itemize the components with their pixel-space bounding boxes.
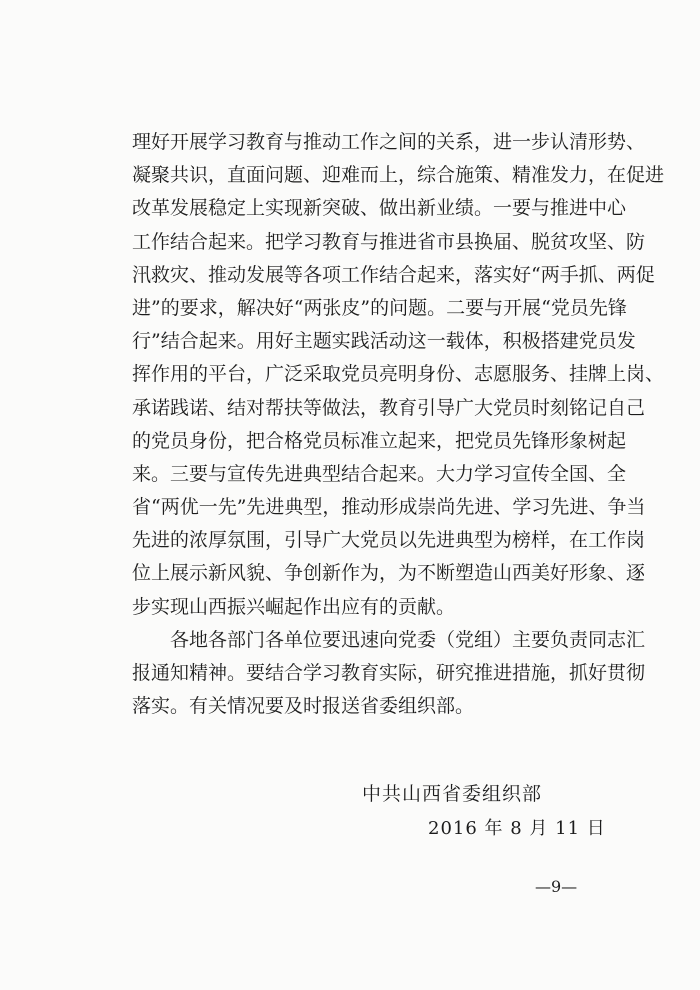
body-line-1: 理好开展学习教育与推动工作之间的关系，进一步认清形势、 xyxy=(132,131,646,153)
body-line-2: 凝聚共识，直面问题、迎难而上，综合施策、精准发力，在促进 xyxy=(132,164,665,187)
body-line-18: 落实。有关情况要及时报送省委组织部。 xyxy=(132,695,475,718)
body-line-14: 位上展示新风貌、争创新作为，为不断塑造山西美好形象、逐 xyxy=(132,562,646,585)
body-line-7: 行”结合起来。用好主题实践活动这一载体，积极搭建党员发 xyxy=(132,330,636,353)
body-line-17: 报通知精神。要结合学习教育实际，研究推进措施，抓好贯彻 xyxy=(132,662,646,684)
body-line-4: 工作结合起来。把学习教育与推进省市县换届、脱贫攻坚、防 xyxy=(132,230,646,253)
body-line-15: 步实现山西振兴崛起作出应有的贡献。 xyxy=(132,595,456,618)
body-line-16: 各地各部门各单位要迅速向党委（党组）主要负责同志汇 xyxy=(132,628,646,651)
body-line-13: 先进的浓厚氛围，引导广大党员以先进典型为榜样，在工作岗 xyxy=(132,529,646,552)
signature-organization: 中共山西省委组织部 xyxy=(362,783,543,805)
body-line-9: 承诺践诺、结对帮扶等做法，教育引导广大党员时刻铭记自己 xyxy=(132,396,646,419)
body-line-12: 省“两优一先”先进典型，推动形成崇尚先进、学习先进、争当 xyxy=(132,496,646,519)
body-line-6: 进”的要求，解决好“两张皮”的问题。二要与开展“党员先锋 xyxy=(132,296,627,319)
document-body xyxy=(132,126,665,723)
body-line-11: 来。三要与宣传先进典型结合起来。大力学习宣传全国、全 xyxy=(132,462,627,485)
signature-date: 2016 年 8 月 11 日 xyxy=(428,818,606,839)
body-line-8: 挥作用的平台，广泛采取党员亮明身份、志愿服务、挂牌上岗、 xyxy=(132,363,665,386)
body-line-3: 改革发展稳定上实现新突破、做出新业绩。一要与推进中心 xyxy=(132,197,627,220)
page-number: —9— xyxy=(535,877,578,896)
body-line-10: 的党员身份，把合格党员标准立起来，把党员先锋形象树起 xyxy=(132,429,627,452)
body-line-5: 汛救灾、推动发展等各项工作结合起来，落实好“两手抓、两促 xyxy=(132,263,655,286)
